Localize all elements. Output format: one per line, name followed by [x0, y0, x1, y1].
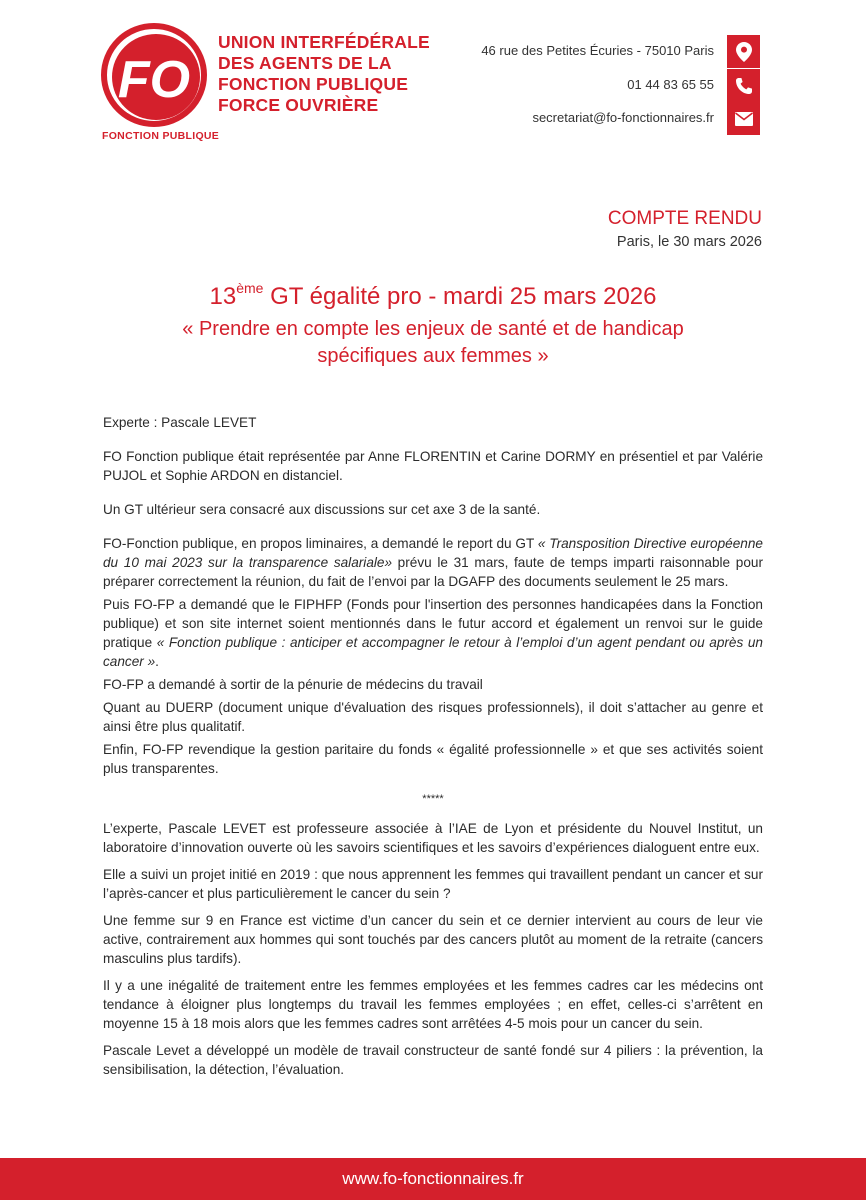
subtitle-line: « Prendre en compte les enjeux de santé et de handicap: [182, 318, 684, 340]
fo-logo: [100, 22, 212, 130]
project-paragraph: Elle a suivi un projet initié en 2019 : que nous apprennent les femmes qui travaillent pendant un cancer et sur l’après-cancer et plus particulièrement le cancer du sein ?: [103, 867, 763, 901]
map-pin-icon: [727, 35, 760, 68]
logo-text: FO: [117, 51, 191, 109]
text-span: .: [155, 654, 159, 669]
logo-caption: FONCTION PUBLIQUE: [102, 130, 220, 142]
text-span: Puis FO-FP a demandé que le FIPHFP (Fonds pour l'insertion des personnes handicapées dans la Fonction publique) et son site internet soient mentionnés dans le futur accord et également un renvoi sur le guide pratique: [103, 597, 763, 650]
fund-paragraph: Enfin, FO-FP revendique la gestion paritaire du fonds « égalité professionnelle » et que ses activités soient plus transparentes.: [103, 742, 763, 776]
text-span: FO-Fonction publique, en propos liminaires, a demandé le report du GT: [103, 536, 538, 551]
org-name-line: FONCTION PUBLIQUE: [218, 74, 409, 94]
org-name-line: UNION INTERFÉDÉRALE: [218, 32, 430, 52]
org-name-line: DES AGENTS DE LA: [218, 53, 392, 73]
subtitle-line: spécifiques aux femmes »: [317, 345, 549, 367]
fiphfp-paragraph: [103, 595, 763, 671]
duerp-paragraph: Quant au DUERP (document unique d'évaluation des risques professionnels), il doit s’attacher au genre et ainsi être plus qualitatif.: [103, 700, 763, 734]
contact-email[interactable]: secretariat@fo-fonctionnaires.fr: [532, 110, 714, 125]
future-gt-paragraph: Un GT ultérieur sera consacré aux discussions sur cet axe 3 de la santé.: [103, 502, 541, 517]
model-paragraph: Pascale Levet a développé un modèle de travail constructeur de santé fondé sur 4 piliers : la prévention, la sensibilisation, la détection, l’évaluation.: [103, 1043, 763, 1077]
website-link[interactable]: www.fo-fonctionnaires.fr: [342, 1169, 524, 1188]
title-text: GT égalité pro - mardi 25 mars 2026: [263, 283, 657, 310]
statistics-paragraph: Une femme sur 9 en France est victime d’un cancer du sein et ce dernier intervient au cours de leur vie active, contrairement aux hommes qui sont touchés par des cancers plutôt au moment de la retraite (cancers masculins plus tardifs).: [103, 913, 763, 966]
text-span: prévu le 31 mars, faute de temps imparti raisonnable pour préparer correctement la réunion, du fait de l’envoi par la DGAFP des documents seulement le 25 mars.: [103, 555, 763, 589]
contact-phone: 01 44 83 65 55: [627, 77, 714, 92]
title-number: 13: [209, 283, 237, 310]
organization-name: [218, 32, 430, 116]
preliminary-paragraph: [103, 534, 763, 591]
page-subtitle: [0, 316, 866, 370]
inequality-paragraph: Il y a une inégalité de traitement entre les femmes employées et les femmes cadres car les médecins ont tendance à éloigner plus longtemps du travail les femmes employées ; en effet, celles-ci s’arrêtent en moyenne 15 à 18 mois alors que les femmes cadres sont arrêtées 4-5 mois pour un cancer du sein.: [103, 978, 763, 1031]
page-title: [0, 282, 866, 311]
representation-paragraph: FO Fonction publique était représentée par Anne FLORENTIN et Carine DORMY en présentiel et par Valérie PUJOL et Sophie ARDON en distanciel.: [103, 449, 763, 483]
report-type: COMPTE RENDU: [607, 208, 762, 229]
expert-bio-paragraph: L’experte, Pascale LEVET est professeure associée à l’IAE de Lyon et présidente du Nouvel Institut, un laboratoire d’innovation ouverte où les savoirs scientifiques et les savoirs d’expériences dialoguent entre eux.: [103, 821, 763, 855]
doctors-paragraph: FO-FP a demandé à sortir de la pénurie de médecins du travail: [103, 677, 483, 692]
footer-bar: [0, 1158, 866, 1200]
italic-quote: « Fonction publique : anticiper et accompagner le retour à l’emploi d’un agent pendant ou après un cancer »: [103, 635, 763, 669]
contact-address: 46 rue des Petites Écuries - 75010 Paris: [481, 43, 714, 58]
section-separator: *****: [422, 793, 444, 805]
phone-icon: [727, 69, 760, 102]
report-date: Paris, le 30 mars 2026: [616, 234, 762, 250]
expert-line: Experte : Pascale LEVET: [103, 415, 257, 430]
report-body: [103, 413, 763, 1087]
italic-quote: « Transposition Directive européenne du 10 mai 2023 sur la transparence salariale»: [103, 536, 763, 570]
org-name-line: FORCE OUVRIÈRE: [218, 95, 379, 115]
title-superscript: ème: [236, 280, 264, 296]
mail-icon: [727, 102, 760, 135]
